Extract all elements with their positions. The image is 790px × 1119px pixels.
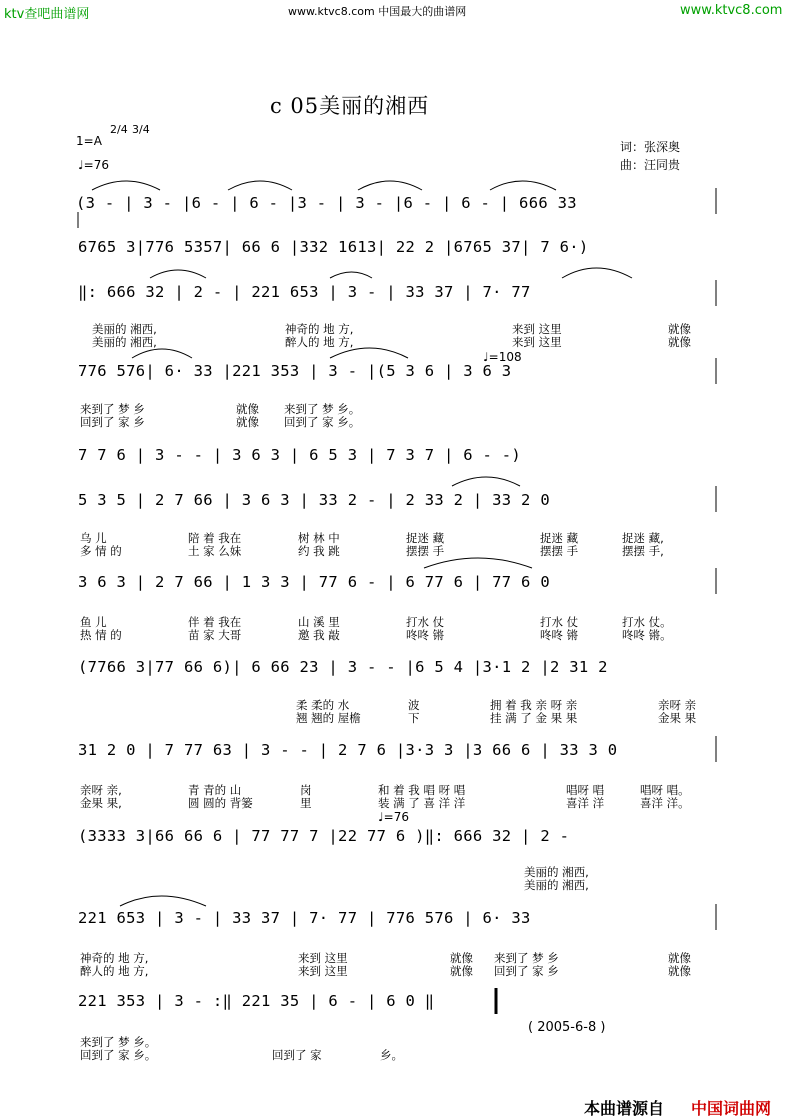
lyric: 美丽的 湘西, [92,335,157,349]
lyric: 树 林 中 [298,531,340,545]
notation-line-2: 6765 3|776 5357| 66 6 |332 1613| 22 2 |6765 37| 7 6·) [78,238,589,256]
slur [330,348,408,358]
lyric: 约 我 跳 [298,544,340,558]
footer-source-label: 本曲谱源自 [584,1099,665,1118]
lyric: 回到了 家 乡。 [284,415,361,429]
lyric: 苗 家 大哥 [188,628,242,642]
slur [120,896,206,906]
lyric: 就像 [668,335,691,349]
slur [150,270,206,278]
quarter-note-icon: ♩ [378,810,384,824]
lyric: 神奇的 地 方, [285,322,354,336]
lyric: 打水 仗 [406,615,445,629]
lyric: 就像 [450,951,473,965]
key-signature: 1=A [76,134,102,148]
lyric: 里 [300,796,312,810]
lyricist-credit: 词：张深奥 [620,140,681,154]
lyric: 醉人的 地 方, [80,964,149,978]
lyric: 就像 [236,402,259,416]
notation-line-3: ‖: 666 32 | 2 - | 221 653 | 3 - | 33 37 | 7· 77 [78,283,531,301]
slur [452,477,520,486]
site-watermark-left: ktv查吧曲谱网 [4,7,90,22]
slur [358,181,422,190]
lyric: 陪 着 我在 [188,531,242,545]
lyric: 波 [408,698,420,712]
lyric: 来到 这里 [298,951,348,965]
lyric: 金果 果 [658,711,697,725]
notation-line-9: 31 2 0 | 7 77 63 | 3 - - | 2 7 6 |3·3 3 |3 66 6 | 33 3 0 [78,741,618,759]
lyric: 摆摆 手 [406,544,445,558]
slur [132,349,192,358]
lyric: 来到了 梦 乡。 [284,402,361,416]
lyric: 就像 [668,964,691,978]
lyric: 多 情 的 [80,544,122,558]
lyric: 美丽的 湘西, [92,322,157,336]
lyric: 神奇的 地 方, [80,951,149,965]
lyric: 就像 [668,322,691,336]
lyric: 岗 [300,783,312,797]
slur [562,268,632,278]
lyric: 捉迷 藏 [406,531,445,545]
notation-line-6: 5 3 5 | 2 7 66 | 3 6 3 | 33 2 - | 2 33 2 | 33 2 0 [78,491,550,509]
notation-line-4: 776 576| 6· 33 |221 353 | 3 - |(5 3 6 | 3 6 3 [78,362,512,380]
lyric: 来到了 梦 乡 [80,402,145,416]
lyric: 唱呀 唱 [566,783,605,797]
tempo-text: =108 [488,350,522,364]
footer-source-site: 中国词曲网 [691,1099,772,1118]
lyric: 亲呀 亲, [80,783,122,797]
lyric: 咚咚 锵 [540,628,579,642]
composition-date: ( 2005-6-8 ) [528,1020,606,1035]
song-title: c 05美丽的湘西 [270,94,430,118]
slur [228,181,292,190]
lyric: 装 满 了 喜 洋 洋 [378,796,466,810]
quarter-note-icon: ♩ [483,350,489,364]
lyric: 亲呀 亲 [658,698,697,712]
slur [490,181,556,190]
tempo-text: =76 [383,810,409,824]
lyric: 唱呀 唱。 [640,783,690,797]
lyric: 圆 圆的 背篓 [188,796,253,810]
lyric: 美丽的 湘西, [524,878,589,892]
lyric: 拥 着 我 亲 呀 亲 [490,698,578,712]
lyric: 下 [408,711,420,725]
lyric: 回到了 家 [272,1048,322,1062]
lyric: 山 溪 里 [298,615,340,629]
notation-line-5: 7 7 6 | 3 - - | 3 6 3 | 6 5 3 | 7 3 7 | 6 - -) [78,446,522,464]
lyric: 土 家 么妹 [188,544,242,558]
time-sig-text: 3/4 [132,123,150,136]
site-header-center: www.ktvc8.com 中国最大的曲谱网 [288,5,467,18]
lyric: 金果 果, [80,796,122,810]
notation-line-1: (3 - | 3 - |6 - | 6 - |3 - | 3 - |6 - | 6 - | 666 33 [76,194,577,212]
lyric: 来到了 梦 乡。 [80,1035,157,1049]
lyric: 鱼 儿 [80,615,107,629]
site-watermark-right: www.ktvc8.com [680,3,783,18]
lyric: 邀 我 敲 [298,628,340,642]
lyric: 来到 这里 [298,964,348,978]
lyric: 乡。 [380,1048,403,1062]
lyric: 来到 这里 [512,322,562,336]
lyric: 美丽的 湘西, [524,865,589,879]
lyric: 回到了 家 乡 [494,964,559,978]
notation-line-10: (3333 3|66 66 6 | 77 77 7 |22 77 6 )‖: 666 32 | 2 - [78,827,570,845]
lyric: 翘 翘的 屋檐 [296,711,361,725]
lyric: 就像 [668,951,691,965]
lyric: 捉迷 藏, [622,531,664,545]
lyric: 挂 满 了 金 果 果 [490,711,578,725]
quarter-note-icon: ♩ [78,158,84,172]
lyric: 回到了 家 乡。 [80,1048,157,1062]
lyric: 喜洋 洋。 [640,796,690,810]
notation-line-7: 3 6 3 | 2 7 66 | 1 3 3 | 77 6 - | 6 77 6 | 77 6 0 [78,573,550,591]
lyric: 摆摆 手, [622,544,664,558]
lyric: 伴 着 我在 [188,615,242,629]
lyric: 来到 这里 [512,335,562,349]
lyric: 乌 儿 [80,531,107,545]
time-sig-text: 2/4 [110,123,128,136]
lyric: 热 情 的 [80,628,122,642]
lyric: 来到了 梦 乡 [494,951,559,965]
lyric: 青 青的 山 [188,783,242,797]
lyric: 就像 [450,964,473,978]
lyric: 打水 仗。 [622,615,672,629]
lyric: 捉迷 藏 [540,531,579,545]
slur [92,181,160,190]
slur [424,558,532,568]
slur [330,272,372,278]
lyric: 就像 [236,415,259,429]
lyric: 喜洋 洋 [566,796,605,810]
composer-credit: 曲：汪同贵 [620,158,681,172]
tempo-text: =76 [83,158,109,172]
notation-line-11: 221 653 | 3 - | 33 37 | 7· 77 | 776 576 | 6· 33 [78,909,531,927]
lyric: 醉人的 地 方, [285,335,354,349]
lyric: 打水 仗 [540,615,579,629]
lyric: 咚咚 锵。 [622,628,672,642]
lyric: 咚咚 锵 [406,628,445,642]
notation-line-8: (7766 3|77 66 6)| 6 66 23 | 3 - - |6 5 4 |3·1 2 |2 31 2 [78,658,608,676]
lyric: 回到了 家 乡 [80,415,145,429]
lyric: 摆摆 手 [540,544,579,558]
lyric: 柔 柔的 水 [296,698,350,712]
notation-line-12: 221 353 | 3 - :‖ 221 35 | 6 - | 6 0 ‖ [78,992,435,1010]
lyric: 和 着 我 唱 呀 唱 [378,783,466,797]
